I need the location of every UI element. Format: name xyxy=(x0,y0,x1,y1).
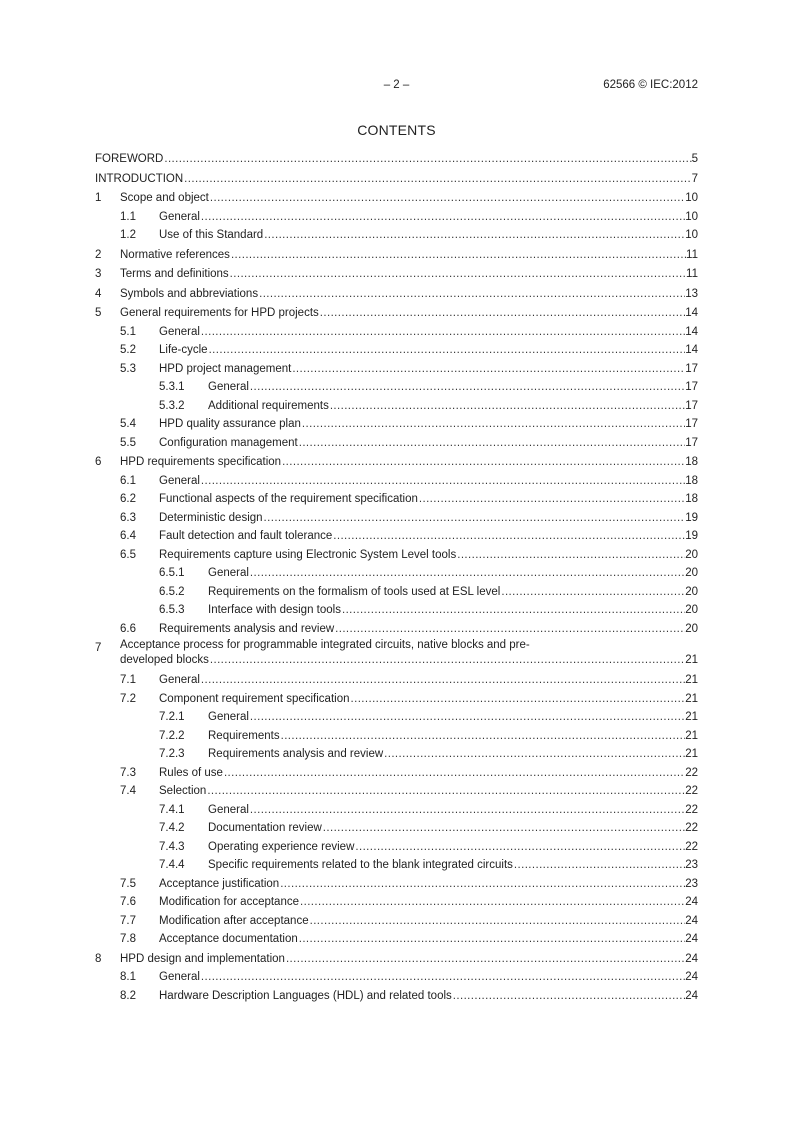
toc-entry-page: 24 xyxy=(685,933,698,945)
toc-entry-page: 14 xyxy=(685,325,698,338)
toc-entry-page: 24 xyxy=(685,952,698,965)
toc-entry-page: 24 xyxy=(685,989,698,1002)
toc-leader-dots xyxy=(419,490,685,509)
toc-entry-title: Configuration management ..... 17 xyxy=(159,434,698,453)
toc-entry-number: 7.1 xyxy=(120,674,136,686)
toc-entry-title: Specific requirements related to the blank integrated circuits ..... 23 xyxy=(208,856,698,875)
toc-entry-title: Symbols and abbreviations ..... 13 xyxy=(120,285,698,304)
toc-leader-dots xyxy=(384,745,685,764)
toc-entry-title: INTRODUCTION ..... 7 xyxy=(95,170,698,189)
toc-entry-title: Selection ..... 22 xyxy=(159,782,698,801)
toc-entry-number: 7 xyxy=(95,642,102,654)
toc-entry[interactable] xyxy=(95,246,698,265)
toc-entry-page: 17 xyxy=(685,399,698,412)
toc-entry[interactable] xyxy=(95,360,698,379)
toc-entry[interactable] xyxy=(95,875,698,894)
toc-entry-title: Rules of use ..... 22 xyxy=(159,764,698,783)
toc-entry-page: 13 xyxy=(685,287,698,300)
toc-entry-page: 21 xyxy=(685,674,698,686)
toc-entry-number: 1.1 xyxy=(120,210,136,223)
toc-entry[interactable] xyxy=(95,226,698,245)
toc-entry[interactable] xyxy=(95,509,698,528)
toc-entry-page: 14 xyxy=(685,344,698,356)
toc-entry-number: 5.5 xyxy=(120,436,136,449)
toc-leader-dots xyxy=(280,875,685,894)
toc-leader-dots xyxy=(300,893,685,912)
toc-entry[interactable] xyxy=(95,764,698,783)
toc-entry-number: 4 xyxy=(95,287,102,300)
toc-entry-title: Requirements on the formalism of tools used at ESL level ..... 20 xyxy=(208,583,698,602)
toc-entry-number: 6.3 xyxy=(120,511,136,524)
toc-entry-number: 6.1 xyxy=(120,474,136,487)
toc-entry[interactable] xyxy=(95,490,698,509)
toc-entry-page: 11 xyxy=(686,248,698,261)
toc-leader-dots xyxy=(184,170,691,189)
toc-entry-number: 6.2 xyxy=(120,493,136,505)
toc-entry-title: General requirements for HPD projects ..... 14 xyxy=(120,304,698,323)
toc-leader-dots xyxy=(282,453,685,472)
toc-entry[interactable] xyxy=(95,893,698,912)
toc-entry-page: 23 xyxy=(685,877,698,890)
toc-leader-dots xyxy=(299,434,685,453)
toc-entry-page: 5 xyxy=(691,153,698,165)
toc-entry-number: 7.4.1 xyxy=(159,803,185,816)
toc-entry[interactable] xyxy=(95,782,698,801)
toc-entry-page: 20 xyxy=(685,567,698,579)
toc-entry-page: 7 xyxy=(691,172,698,185)
toc-entry-title: Interface with design tools ..... 20 xyxy=(208,601,698,620)
toc-entry-number: 7.8 xyxy=(120,933,136,945)
toc-leader-dots xyxy=(230,265,686,284)
toc-entry-page: 21 xyxy=(685,692,698,705)
toc-entry-page: 14 xyxy=(685,307,698,319)
toc-leader-dots xyxy=(453,987,685,1006)
toc-entry-page: 21 xyxy=(685,654,698,666)
toc-entry[interactable] xyxy=(95,639,698,671)
toc-entry-title: Fault detection and fault tolerance ..... 19 xyxy=(159,527,698,546)
toc-entry[interactable] xyxy=(95,950,698,969)
toc-entry-number: 7.4.3 xyxy=(159,840,185,853)
toc-entry-title: General ..... 18 xyxy=(159,472,698,491)
toc-entry-number: 8.1 xyxy=(120,971,136,983)
toc-entry-title: General ..... 21 xyxy=(159,671,698,690)
toc-entry[interactable] xyxy=(95,265,698,284)
toc-entry-title: FOREWORD ..... 5 xyxy=(95,150,698,169)
toc-entry-page: 22 xyxy=(685,822,698,834)
toc-entry[interactable] xyxy=(95,397,698,416)
toc-entry-number: 7.5 xyxy=(120,877,136,890)
toc-entry-number: 7.2.1 xyxy=(159,711,185,723)
toc-entry-page: 17 xyxy=(685,381,698,393)
toc-entry-title: HPD project management ..... 17 xyxy=(159,360,698,379)
toc-leader-dots xyxy=(355,838,685,857)
toc-entry-page: 21 xyxy=(685,711,698,723)
toc-entry-title: Modification after acceptance ..... 24 xyxy=(159,912,698,931)
toc-leader-dots xyxy=(224,764,685,783)
toc-entry-page: 24 xyxy=(685,914,698,927)
toc-leader-dots xyxy=(250,708,685,727)
toc-entry-number: 5.4 xyxy=(120,418,136,430)
toc-leader-dots xyxy=(209,341,686,360)
toc-entry[interactable] xyxy=(95,378,698,397)
toc-entry-page: 17 xyxy=(685,436,698,449)
toc-entry-page: 22 xyxy=(685,766,698,779)
toc-entry-title: Requirements capture using Electronic System Level tools ..... 20 xyxy=(159,546,698,565)
toc-entry-title: Documentation review ..... 22 xyxy=(208,819,698,838)
page-number: – 2 – xyxy=(383,79,410,91)
toc-entry-title-line: Acceptance process for programmable integrated circuits, native blocks and pre- xyxy=(120,639,530,651)
toc-entry-page: 22 xyxy=(685,840,698,853)
toc-entry[interactable] xyxy=(95,838,698,857)
toc-entry[interactable] xyxy=(95,208,698,227)
toc-entry[interactable] xyxy=(95,304,698,323)
toc-entry-number: 7.7 xyxy=(120,914,136,927)
toc-entry-title: General ..... 17 xyxy=(208,378,698,397)
toc-entry-page: 17 xyxy=(685,362,698,375)
toc-entry[interactable] xyxy=(95,170,698,189)
toc-entry[interactable] xyxy=(95,564,698,583)
toc-entry-page: 21 xyxy=(685,748,698,760)
toc-entry-page: 11 xyxy=(686,268,698,280)
toc-entry-number: 6.5.3 xyxy=(159,604,185,616)
toc-leader-dots xyxy=(259,285,685,304)
toc-leader-dots xyxy=(250,801,685,820)
toc-entry-number: 2 xyxy=(95,248,102,261)
toc-entry-page: 24 xyxy=(685,971,698,983)
toc-leader-dots xyxy=(210,189,685,208)
toc-entry[interactable] xyxy=(95,583,698,602)
toc-entry-title: General ..... 20 xyxy=(208,564,698,583)
toc-entry-number: 1 xyxy=(95,192,102,204)
table-of-contents xyxy=(95,150,698,1005)
toc-entry-title: General ..... 14 xyxy=(159,323,698,342)
toc-leader-dots xyxy=(323,819,685,838)
toc-entry-title: Component requirement specification ..... 21 xyxy=(159,690,698,709)
toc-leader-dots xyxy=(201,323,685,342)
toc-leader-dots xyxy=(207,782,685,801)
toc-entry-title: HPD design and implementation ..... 24 xyxy=(120,950,698,969)
toc-entry[interactable] xyxy=(95,620,698,639)
toc-entry[interactable] xyxy=(95,434,698,453)
toc-entry-page: 19 xyxy=(685,530,698,542)
toc-leader-dots xyxy=(264,226,685,245)
toc-leader-dots xyxy=(501,583,685,602)
toc-entry-title: HPD quality assurance plan ..... 17 xyxy=(159,415,698,434)
toc-leader-dots xyxy=(210,652,685,668)
toc-leader-dots xyxy=(342,601,685,620)
toc-entry-title xyxy=(120,639,698,668)
toc-entry-title: Normative references ..... 11 xyxy=(120,246,698,265)
toc-entry-number: 6.5.1 xyxy=(159,567,185,579)
toc-entry-number: 5.2 xyxy=(120,344,136,356)
toc-leader-dots xyxy=(286,950,685,969)
toc-leader-dots xyxy=(333,527,685,546)
toc-leader-dots xyxy=(201,968,685,987)
toc-leader-dots xyxy=(330,397,685,416)
toc-entry-page: 10 xyxy=(685,192,698,204)
toc-entry[interactable] xyxy=(95,708,698,727)
toc-entry[interactable] xyxy=(95,189,698,208)
toc-entry[interactable] xyxy=(95,527,698,546)
standard-reference: 62566 © IEC:2012 xyxy=(603,79,698,91)
toc-entry-page: 18 xyxy=(685,474,698,487)
toc-entry-number: 7.2.3 xyxy=(159,748,185,760)
toc-entry-number: 7.4.4 xyxy=(159,859,185,871)
toc-leader-dots xyxy=(201,472,685,491)
toc-leader-dots xyxy=(264,509,686,528)
toc-entry-page: 24 xyxy=(685,896,698,908)
toc-entry-title: Hardware Description Languages (HDL) and related tools ..... 24 xyxy=(159,987,698,1006)
toc-entry[interactable] xyxy=(95,323,698,342)
toc-entry-number: 3 xyxy=(95,268,102,280)
toc-leader-dots xyxy=(250,564,685,583)
toc-entry[interactable] xyxy=(95,671,698,690)
toc-entry[interactable] xyxy=(95,745,698,764)
toc-leader-dots xyxy=(310,912,686,931)
toc-entry-number: 6.6 xyxy=(120,622,136,635)
toc-entry-title: Scope and object ..... 10 xyxy=(120,189,698,208)
toc-leader-dots xyxy=(281,727,686,746)
toc-entry-title: Operating experience review ..... 22 xyxy=(208,838,698,857)
toc-entry-title: Deterministic design ..... 19 xyxy=(159,509,698,528)
toc-leader-dots xyxy=(302,415,685,434)
toc-entry-title: Additional requirements ..... 17 xyxy=(208,397,698,416)
toc-entry-page: 19 xyxy=(685,511,698,524)
toc-entry-title-line: developed blocks ..... 21 xyxy=(120,652,698,668)
toc-entry-number: 7.2.2 xyxy=(159,729,185,742)
toc-entry-title: Functional aspects of the requirement specification ..... 18 xyxy=(159,490,698,509)
toc-entry[interactable] xyxy=(95,601,698,620)
toc-entry-number: 6.5.2 xyxy=(159,585,185,598)
toc-entry[interactable] xyxy=(95,856,698,875)
toc-entry-number: 8.2 xyxy=(120,989,136,1002)
toc-entry[interactable] xyxy=(95,546,698,565)
toc-entry-number: 1.2 xyxy=(120,229,136,241)
toc-entry[interactable] xyxy=(95,341,698,360)
toc-entry-number: 5.3.2 xyxy=(159,399,185,412)
toc-entry-title: General ..... 21 xyxy=(208,708,698,727)
toc-leader-dots xyxy=(457,546,685,565)
toc-entry[interactable] xyxy=(95,285,698,304)
toc-entry-title: HPD requirements specification ..... 18 xyxy=(120,453,698,472)
toc-entry-page: 10 xyxy=(685,210,698,223)
toc-entry-number: 7.3 xyxy=(120,766,136,779)
toc-leader-dots xyxy=(201,208,685,227)
toc-leader-dots xyxy=(335,620,685,639)
toc-entry-page: 22 xyxy=(685,803,698,816)
toc-entry-title: General ..... 10 xyxy=(159,208,698,227)
toc-entry[interactable] xyxy=(95,727,698,746)
toc-entry-page: 20 xyxy=(685,548,698,561)
toc-entry-number: 7.4 xyxy=(120,785,136,797)
toc-entry[interactable] xyxy=(95,472,698,491)
toc-entry-page: 20 xyxy=(685,585,698,598)
toc-entry[interactable] xyxy=(95,968,698,987)
toc-entry-page: 20 xyxy=(685,622,698,635)
toc-leader-dots xyxy=(292,360,685,379)
page-title: CONTENTS xyxy=(357,122,436,138)
toc-entry[interactable] xyxy=(95,801,698,820)
toc-entry[interactable] xyxy=(95,987,698,1006)
toc-entry-number: 5.1 xyxy=(120,325,136,338)
toc-entry-number: 8 xyxy=(95,952,102,965)
toc-entry-number: 6.4 xyxy=(120,530,136,542)
toc-entry[interactable] xyxy=(95,415,698,434)
toc-entry[interactable] xyxy=(95,150,698,169)
toc-entry-page: 22 xyxy=(685,785,698,797)
toc-entry[interactable] xyxy=(95,912,698,931)
toc-leader-dots xyxy=(299,930,685,949)
toc-entry[interactable] xyxy=(95,930,698,949)
toc-entry-number: 5 xyxy=(95,307,102,319)
toc-entry-number: 6 xyxy=(95,456,102,468)
toc-entry-page: 18 xyxy=(685,456,698,468)
toc-entry[interactable] xyxy=(95,453,698,472)
toc-entry-page: 18 xyxy=(685,493,698,505)
toc-entry[interactable] xyxy=(95,819,698,838)
toc-entry-title: Terms and definitions ..... 11 xyxy=(120,265,698,284)
toc-leader-dots xyxy=(231,246,686,265)
toc-leader-dots xyxy=(164,150,691,169)
toc-entry-page: 23 xyxy=(685,859,698,871)
toc-entry-title: Modification for acceptance ..... 24 xyxy=(159,893,698,912)
toc-entry-page: 10 xyxy=(685,229,698,241)
toc-entry-page: 17 xyxy=(685,418,698,430)
toc-leader-dots xyxy=(201,671,685,690)
toc-entry[interactable] xyxy=(95,690,698,709)
toc-entry-number: 7.4.2 xyxy=(159,822,185,834)
toc-entry-page: 21 xyxy=(685,729,698,742)
toc-entry-title: Life-cycle ..... 14 xyxy=(159,341,698,360)
toc-entry-number: 7.2 xyxy=(120,692,136,705)
toc-leader-dots xyxy=(514,856,685,875)
toc-leader-dots xyxy=(351,690,686,709)
toc-entry-title: Acceptance justification ..... 23 xyxy=(159,875,698,894)
toc-entry-title: Use of this Standard ..... 10 xyxy=(159,226,698,245)
toc-entry-title: Requirements analysis and review ..... 21 xyxy=(208,745,698,764)
toc-entry-number: 5.3.1 xyxy=(159,381,185,393)
toc-entry-number: 6.5 xyxy=(120,548,136,561)
toc-entry-number: 7.6 xyxy=(120,896,136,908)
toc-leader-dots xyxy=(320,304,685,323)
toc-entry-title: Requirements analysis and review ..... 20 xyxy=(159,620,698,639)
toc-entry-page: 20 xyxy=(685,604,698,616)
toc-leader-dots xyxy=(250,378,685,397)
toc-entry-title: Requirements ..... 21 xyxy=(208,727,698,746)
toc-entry-title: General ..... 22 xyxy=(208,801,698,820)
toc-entry-title: Acceptance documentation ..... 24 xyxy=(159,930,698,949)
toc-entry-title: General ..... 24 xyxy=(159,968,698,987)
toc-entry-number: 5.3 xyxy=(120,362,136,375)
